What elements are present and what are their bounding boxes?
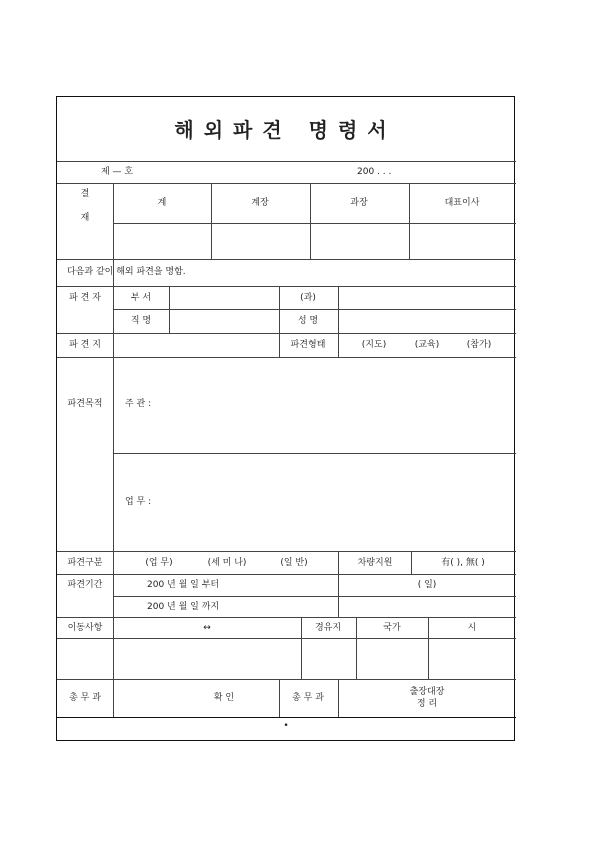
divider bbox=[169, 286, 170, 333]
movement-label: 이동사항 bbox=[67, 623, 103, 633]
divider bbox=[57, 259, 516, 260]
divider bbox=[57, 161, 516, 162]
divider bbox=[113, 309, 516, 310]
dispatch-type-training: (교육) bbox=[414, 340, 440, 350]
divider bbox=[279, 286, 280, 357]
arrange-label: 정 리 bbox=[416, 699, 438, 709]
footer-mark: • bbox=[283, 721, 289, 731]
general-affairs-label: 총 무 과 bbox=[69, 693, 101, 703]
divider bbox=[57, 357, 516, 358]
divider bbox=[57, 574, 516, 575]
host-label: 주 관 : bbox=[125, 399, 152, 409]
divider bbox=[57, 551, 516, 552]
dispatchee-label: 파 견 자 bbox=[69, 293, 101, 303]
divider bbox=[113, 183, 114, 717]
period-end: 200 년 월 일 까지 bbox=[147, 602, 220, 612]
divider bbox=[338, 286, 339, 357]
category-label: 파견구분 bbox=[67, 558, 103, 568]
arrow-icon: ↔ bbox=[203, 623, 211, 633]
issue-date: 200 . . . bbox=[357, 167, 392, 177]
divider bbox=[356, 617, 357, 679]
category-business: (업 무) bbox=[145, 558, 173, 568]
city-label: 시 bbox=[467, 623, 477, 633]
approval-label-top: 결 bbox=[80, 189, 90, 199]
name-label: 성 명 bbox=[297, 316, 319, 326]
period-start: 200 년 월 일 부터 bbox=[147, 580, 220, 590]
divider bbox=[279, 679, 280, 717]
purpose-label: 파견목적 bbox=[67, 399, 103, 409]
dispatch-type-guidance: (지도) bbox=[361, 340, 387, 350]
period-days: ( 일) bbox=[417, 580, 437, 590]
country-label: 국가 bbox=[383, 623, 401, 633]
divider bbox=[409, 183, 410, 259]
approval-column-chief: 계장 bbox=[251, 198, 269, 208]
divider bbox=[113, 223, 516, 224]
divider bbox=[338, 679, 339, 717]
dispatch-order-form bbox=[56, 96, 515, 741]
department-suffix: (과) bbox=[300, 293, 316, 303]
vehicle-support-value: 有( ), 無( ) bbox=[441, 558, 485, 568]
position-label: 직 명 bbox=[130, 316, 152, 326]
order-statement: 다음과 같이 해외 파견을 명함. bbox=[67, 267, 186, 277]
divider bbox=[113, 453, 516, 454]
document-number-label: 제 — 호 bbox=[101, 167, 134, 177]
dispatch-type-label: 파견형태 bbox=[290, 340, 326, 350]
destination-label: 파 견 지 bbox=[69, 340, 101, 350]
divider bbox=[57, 617, 516, 618]
approval-label-bottom: 재 bbox=[80, 213, 90, 223]
divider bbox=[301, 617, 302, 679]
general-affairs-label-2: 총 무 과 bbox=[292, 693, 324, 703]
divider bbox=[57, 183, 516, 184]
category-general: (일 반) bbox=[280, 558, 308, 568]
divider bbox=[57, 333, 516, 334]
divider bbox=[57, 679, 516, 680]
category-seminar: (세 미 나) bbox=[207, 558, 247, 568]
department-label: 부 서 bbox=[130, 293, 152, 303]
approval-column-staff: 계 bbox=[157, 198, 167, 208]
divider bbox=[338, 551, 339, 617]
travel-book-label: 출장대장 bbox=[409, 687, 445, 697]
via-label: 경유지 bbox=[314, 623, 342, 633]
divider bbox=[211, 183, 212, 259]
form-title: 해외파견 명령서 bbox=[174, 118, 397, 142]
period-label: 파견기간 bbox=[67, 580, 103, 590]
vehicle-support-label: 차량지원 bbox=[357, 558, 393, 568]
duty-label: 업 무 : bbox=[125, 497, 152, 507]
divider bbox=[310, 183, 311, 259]
divider bbox=[411, 551, 412, 574]
divider bbox=[57, 717, 516, 718]
approval-column-manager: 과장 bbox=[350, 198, 368, 208]
approval-column-ceo: 대표이사 bbox=[444, 198, 480, 208]
dispatch-type-participation: (참가) bbox=[466, 340, 492, 350]
confirm-label: 확 인 bbox=[213, 693, 235, 703]
divider bbox=[113, 596, 516, 597]
divider bbox=[57, 638, 516, 639]
divider bbox=[428, 617, 429, 679]
divider bbox=[57, 286, 516, 287]
